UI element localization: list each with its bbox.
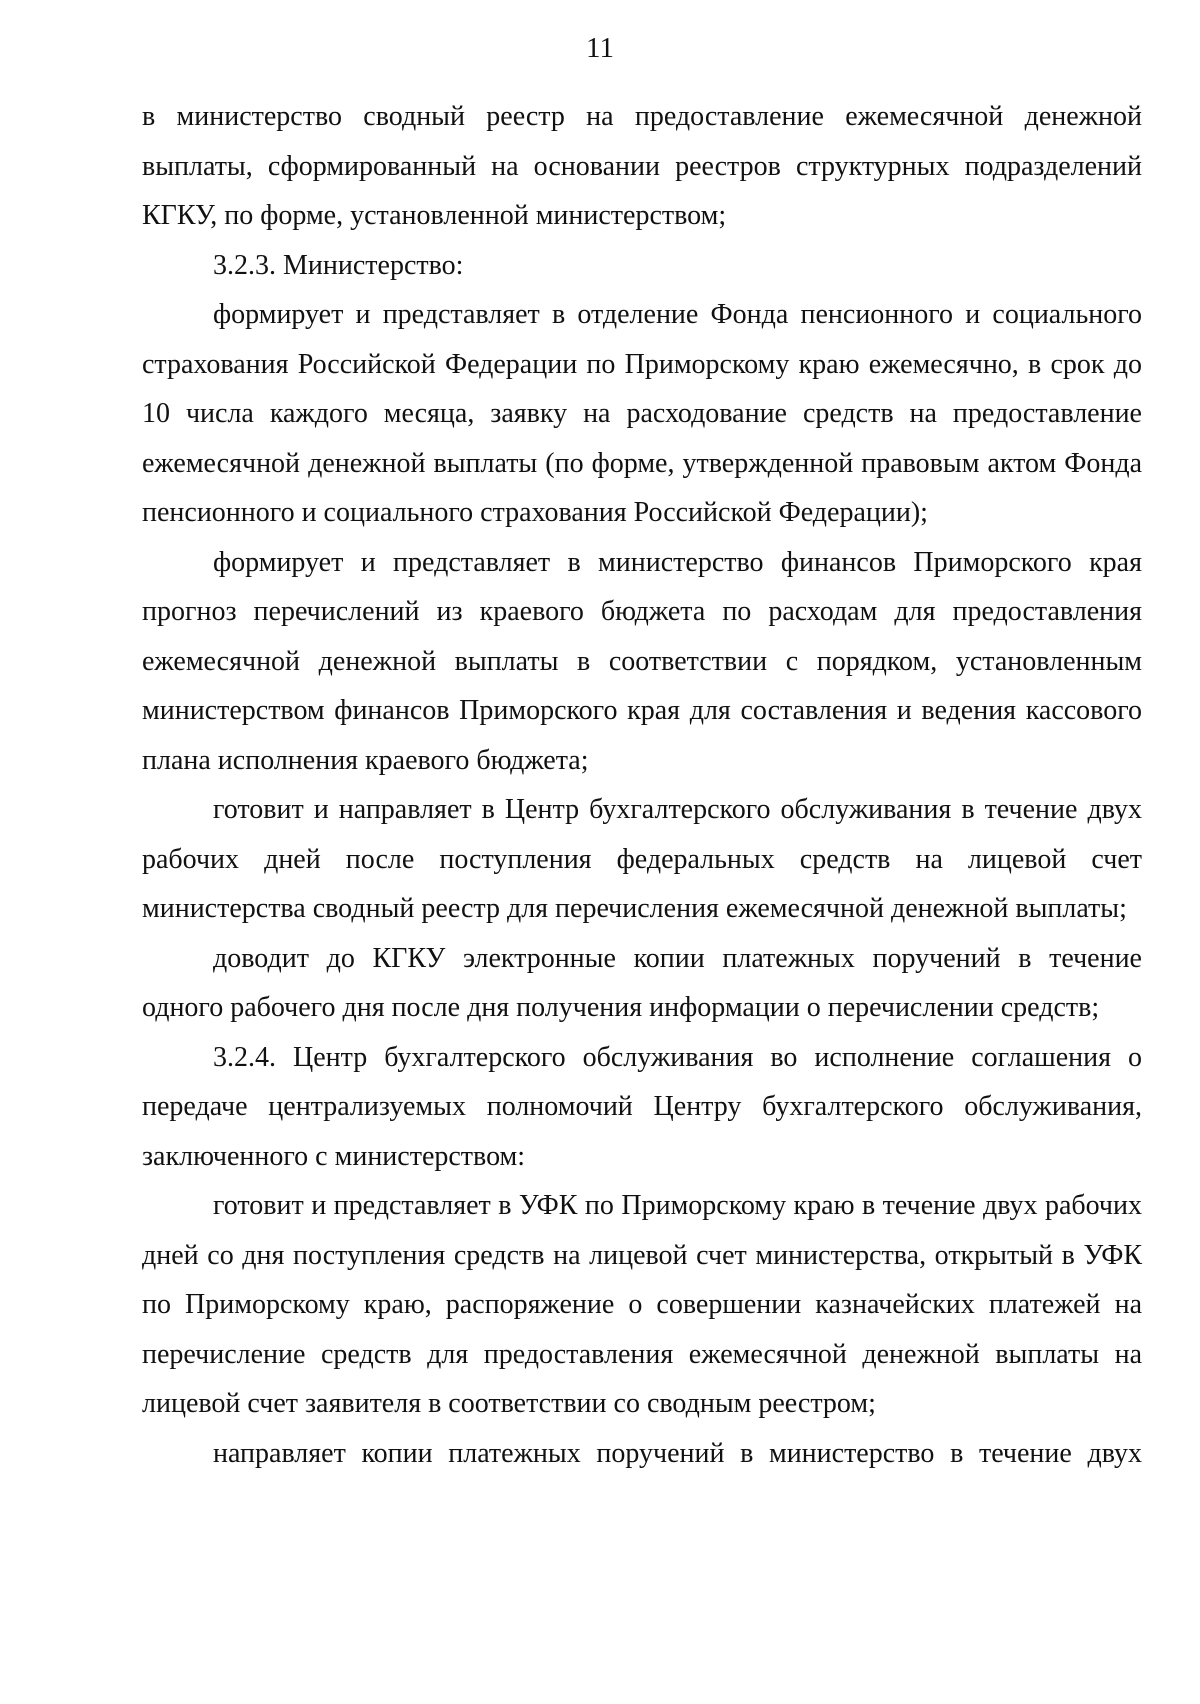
paragraph-section-3-2-4-heading: 3.2.4. Центр бухгалтерского обслуживания во исполнение соглашения о передаче централизуемых полномочий Центру бухгалтерского обслуживания, заключенного с министерством: [142,1041,1142,1172]
page-number: 11 [586,32,614,64]
paragraph-pension-fund-request: формирует и представляет в отделение Фонда пенсионного и социального страхования Российской Федерации по Приморскому краю ежемесячно, в срок до 10 числа каждого месяца, заявку на расходование средств на предоставление ежемесячной денежной выплаты (по форме, утвержденной правовым актом Фонда пенсионного и социального страхования Российской Федерации); [142,299,1142,528]
paragraph-copies-to-ministry: направляет копии платежных поручений в министерство в течение двух [213,1437,1142,1469]
paragraph-treasury-order: готовит и представляет в УФК по Приморскому краю в течение двух рабочих дней со дня поступления средств на лицевой счет министерства, открытый в УФК по Приморскому краю, распоряжение о совершении казначейских платежей на перечисление средств для предоставления ежемесячной денежной выплаты на лицевой счет заявителя в соответствии со сводным реестром; [142,1190,1142,1419]
paragraph-accounting-center-registry: готовит и направляет в Центр бухгалтерского обслуживания в течение двух рабочих дней после поступления федеральных средств на лицевой счет министерства сводный реестр для перечисления ежемесячной денежной выплаты; [142,794,1142,924]
paragraph-registry-continuation: в министерство сводный реестр на предоставление ежемесячной денежной выплаты, сформированный на основании реестров структурных подразделений КГКУ, по форме, установленной министерством; [142,101,1142,231]
document-body [142,92,1142,1478]
paragraph-section-3-2-3-heading: 3.2.3. Министерство: [213,249,464,281]
paragraph-payment-copies-kgku: доводит до КГКУ электронные копии платежных поручений в течение одного рабочего дня после дня получения информации о перечислении средств; [142,942,1142,1023]
paragraph-finance-forecast: формирует и представляет в министерство финансов Приморского края прогноз перечислений из краевого бюджета по расходам для предоставления ежемесячной денежной выплаты в соответствии с порядком, установленным министерством финансов Приморского края для составления и ведения кассового плана исполнения краевого бюджета; [142,546,1142,776]
